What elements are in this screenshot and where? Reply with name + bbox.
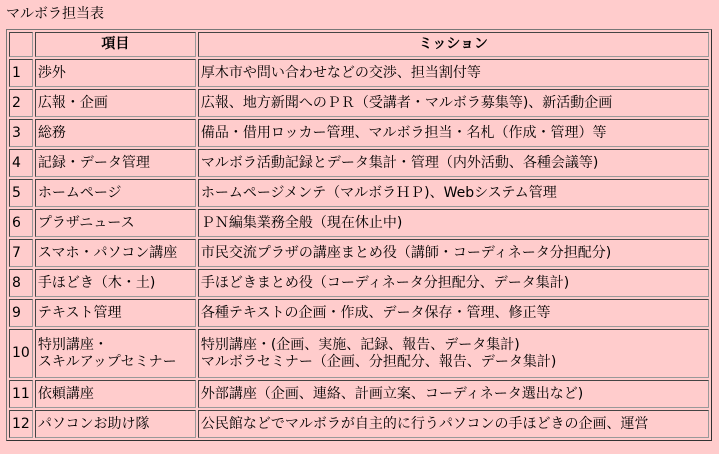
row-mission — [198, 299, 709, 327]
item-text: 総務 — [37, 124, 66, 141]
item-text: 依頼講座 — [37, 385, 94, 402]
item-text: 手ほどき（木・土) — [37, 274, 156, 291]
row-item — [35, 89, 196, 117]
table-row — [9, 380, 709, 408]
row-item — [35, 329, 196, 378]
row-mission — [198, 149, 709, 177]
row-mission — [198, 410, 709, 438]
row-mission — [198, 209, 709, 237]
item-text: スマホ・パソコン講座 — [37, 244, 178, 261]
mission-text: 外部講座（企画、連絡、計画立案、コーディネータ選出など) — [200, 385, 584, 402]
mission-text: 広報、地方新聞へのＰＲ（受講者・マルボラ募集等)、新活動企画 — [200, 94, 613, 111]
mission-text: 備品・借用ロッカー管理、マルボラ担当・名札（作成・管理）等 — [200, 124, 607, 141]
table-row — [9, 89, 709, 117]
assignment-table — [6, 29, 712, 441]
row-number: 4 — [9, 149, 33, 177]
mission-text: ＰＮ編集業務全般（現在休止中) — [200, 214, 403, 231]
row-mission — [198, 59, 709, 87]
item-text: ホームページ — [37, 184, 122, 201]
table-row — [9, 269, 709, 297]
row-item — [35, 59, 196, 87]
item-text: テキスト管理 — [37, 304, 122, 321]
row-number: 5 — [9, 179, 33, 207]
item-text: 渉外 — [37, 64, 66, 81]
table-row — [9, 209, 709, 237]
row-number: 6 — [9, 209, 33, 237]
row-number: 1 — [9, 59, 33, 87]
item-text: 特別講座・ — [37, 336, 108, 353]
mission-text: 市民交流プラザの講座まとめ役（講師・コーディネータ分担配分) — [200, 244, 612, 261]
row-mission — [198, 119, 709, 147]
row-mission — [198, 380, 709, 408]
row-number: 11 — [9, 380, 33, 408]
header-number — [9, 32, 33, 57]
item-text: 広報・企画 — [37, 94, 108, 111]
mission-text: 各種テキストの企画・作成、データ保存・管理、修正等 — [200, 304, 551, 321]
table-row — [9, 59, 709, 87]
row-mission — [198, 239, 709, 267]
row-number: 9 — [9, 299, 33, 327]
item-text: 記録・データ管理 — [37, 154, 150, 171]
mission-text: マルボラ活動記録とデータ集計・管理（内外活動、各種会議等) — [200, 154, 599, 171]
item-text: スキルアップセミナー — [37, 353, 177, 370]
table-row — [9, 299, 709, 327]
row-item — [35, 410, 196, 438]
row-number: 10 — [9, 329, 33, 378]
row-item — [35, 380, 196, 408]
mission-text: 厚木市や問い合わせなどの交渉、担当割付等 — [200, 64, 481, 81]
item-text: パソコンお助け隊 — [37, 415, 150, 432]
header-row — [9, 32, 709, 57]
row-item — [35, 149, 196, 177]
row-number: 12 — [9, 410, 33, 438]
row-item — [35, 209, 196, 237]
row-item — [35, 119, 196, 147]
row-mission — [198, 329, 709, 378]
row-number: 8 — [9, 269, 33, 297]
mission-text: 公民館などでマルボラが自主的に行うパソコンの手ほどきの企画、運営 — [200, 415, 649, 432]
mission-text: 手ほどきまとめ役（コーディネータ分担配分、データ集計) — [200, 274, 570, 291]
row-number: 2 — [9, 89, 33, 117]
table-body — [9, 59, 709, 438]
table-row — [9, 239, 709, 267]
row-number: 3 — [9, 119, 33, 147]
row-mission — [198, 89, 709, 117]
table-row — [9, 119, 709, 147]
table-caption: マルボラ担当表 — [6, 6, 104, 22]
item-text: プラザニュース — [37, 214, 135, 231]
header-mission: ミッション — [198, 32, 709, 57]
row-mission — [198, 269, 709, 297]
table-row — [9, 179, 709, 207]
row-item — [35, 299, 196, 327]
table-row — [9, 149, 709, 177]
mission-text: マルボラセミナー（企画、分担配分、報告、データ集計) — [200, 353, 557, 370]
row-item — [35, 269, 196, 297]
mission-text: 特別講座・(企画、実施、記録、報告、データ集計) — [200, 336, 520, 353]
mission-text: ホームページメンテ（マルボラＨＰ)、Webシステム管理 — [200, 184, 557, 201]
row-item — [35, 239, 196, 267]
row-mission — [198, 179, 709, 207]
table-row — [9, 410, 709, 438]
row-item — [35, 179, 196, 207]
header-item: 項目 — [35, 32, 196, 57]
row-number: 7 — [9, 239, 33, 267]
table-row — [9, 329, 709, 378]
